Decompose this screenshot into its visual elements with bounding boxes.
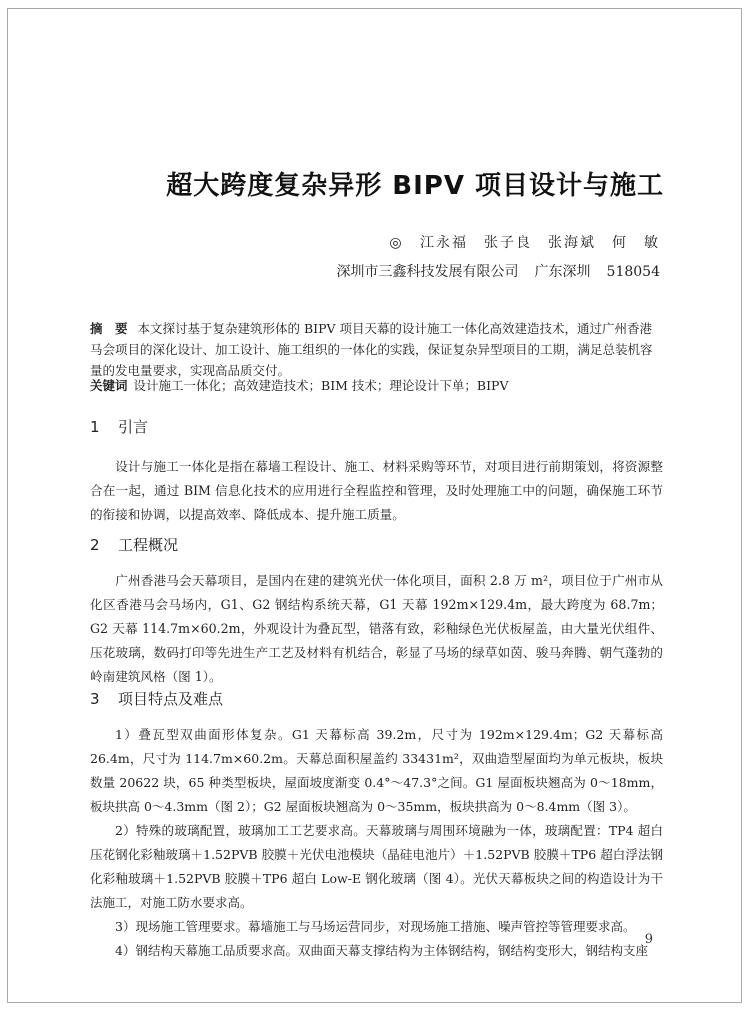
keywords-text: 设计施工一体化；高效建造技术；BIM 技术；理论设计下单；BIPV: [133, 378, 509, 393]
authors: ◎ 江永福 张子良 张海斌 何 敏: [389, 235, 660, 251]
section-number: 2: [90, 536, 100, 554]
affiliation: [337, 261, 660, 281]
section-title: 项目特点及难点: [118, 690, 224, 708]
section-2-paragraph: 广州香港马会天幕项目，是国内在建的建筑光伏一体化项目，面积 2.8 万 m²，项目位于广州市从化区香港马会马场内，G1、G2 钢结构系统天幕，G1 天幕 192m×129.4m，最大跨度为 68.7m；G2 天幕 114.7m×60.2m，外观设计为叠瓦型，错落有致，彩釉绿色光伏板屋盖，由大量光伏组件、压花玻璃，数码打印等先进生产工艺及材料有机结合，彰显了马场的绿草如茵、骏马奔腾、朝气蓬勃的岭南建筑风格（图 1）。: [90, 573, 663, 684]
section-title: 引言: [118, 418, 149, 436]
affiliation-postcode: 518054: [606, 264, 660, 280]
list-item: 2）特殊的玻璃配置，玻璃加工工艺要求高。天幕玻璃与周围环境融为一体，玻璃配置：TP4 超白压花钢化彩釉玻璃＋1.52PVB 胶膜＋光伏电池模块（晶硅电池片）＋1.52PVB 胶膜＋TP6 超白浮法钢化彩釉玻璃＋1.52PVB 胶膜＋TP6 超白 Low-E 钢化玻璃（图 4）。光伏天幕板块之间的构造设计为干法施工，对施工防水要求高。: [90, 823, 663, 910]
section-title: 工程概况: [118, 536, 179, 554]
abstract: [90, 318, 663, 381]
paper-title: 超大跨度复杂异形 BIPV 项目设计与施工: [166, 171, 664, 201]
list-item: 4）钢结构天幕施工品质要求高。双曲面天幕支撑结构为主体钢结构，钢结构变形大，钢结构支座: [115, 943, 648, 958]
section-number: 1: [90, 418, 100, 436]
section-1-paragraph: 设计与施工一体化是指在幕墙工程设计、施工、材料采购等环节，对项目进行前期策划，将资源整合在一起，通过 BIM 信息化技术的应用进行全程监控和管理，及时处理施工中的问题，确保施工环节的衔接和协调，以提高效率、降低成本、提升施工质量。: [90, 459, 663, 522]
section-3-list: [90, 723, 663, 963]
list-item: 1）叠瓦型双曲面形体复杂。G1 天幕标高 39.2m，尺寸为 192m×129.4m；G2 天幕标高 26.4m，尺寸为 114.7m×60.2m。天幕总面积屋盖约 33431m²，双曲造型屋面均为单元板块，板块数量 20622 块，65 种类型板块，屋面坡度渐变 0.4°～47.3°之间。G1 屋面板块翘高为 0～18mm，板块拱高 0～4.3mm（图 2）；G2 屋面板块翘高为 0～35mm，板块拱高为 0～8.4mm（图 3）。: [90, 727, 663, 814]
section-number: 3: [90, 690, 100, 708]
section-heading-3: [90, 688, 223, 709]
abstract-label: 摘 要: [90, 321, 128, 336]
affiliation-org: 深圳市三鑫科技发展有限公司: [336, 264, 519, 280]
list-item: 3）现场施工管理要求。幕墙施工与马场运营同步，对现场施工措施、噪声管控等管理要求高。: [115, 919, 636, 934]
page-number: 9: [644, 932, 653, 947]
section-heading-2: [90, 534, 178, 555]
section-heading-1: [90, 416, 148, 437]
keywords-label: 关键词: [90, 378, 128, 393]
abstract-text: 本文探讨基于复杂建筑形体的 BIPV 项目天幕的设计施工一体化高效建造技术，通过广州香港马会项目的深化设计、加工设计、施工组织的一体化的实践，保证复杂异型项目的工期，满足总装机容量的发电量要求，实现高品质交付。: [90, 321, 653, 378]
keywords: [90, 376, 663, 396]
affiliation-city: 广东深圳: [534, 264, 591, 280]
